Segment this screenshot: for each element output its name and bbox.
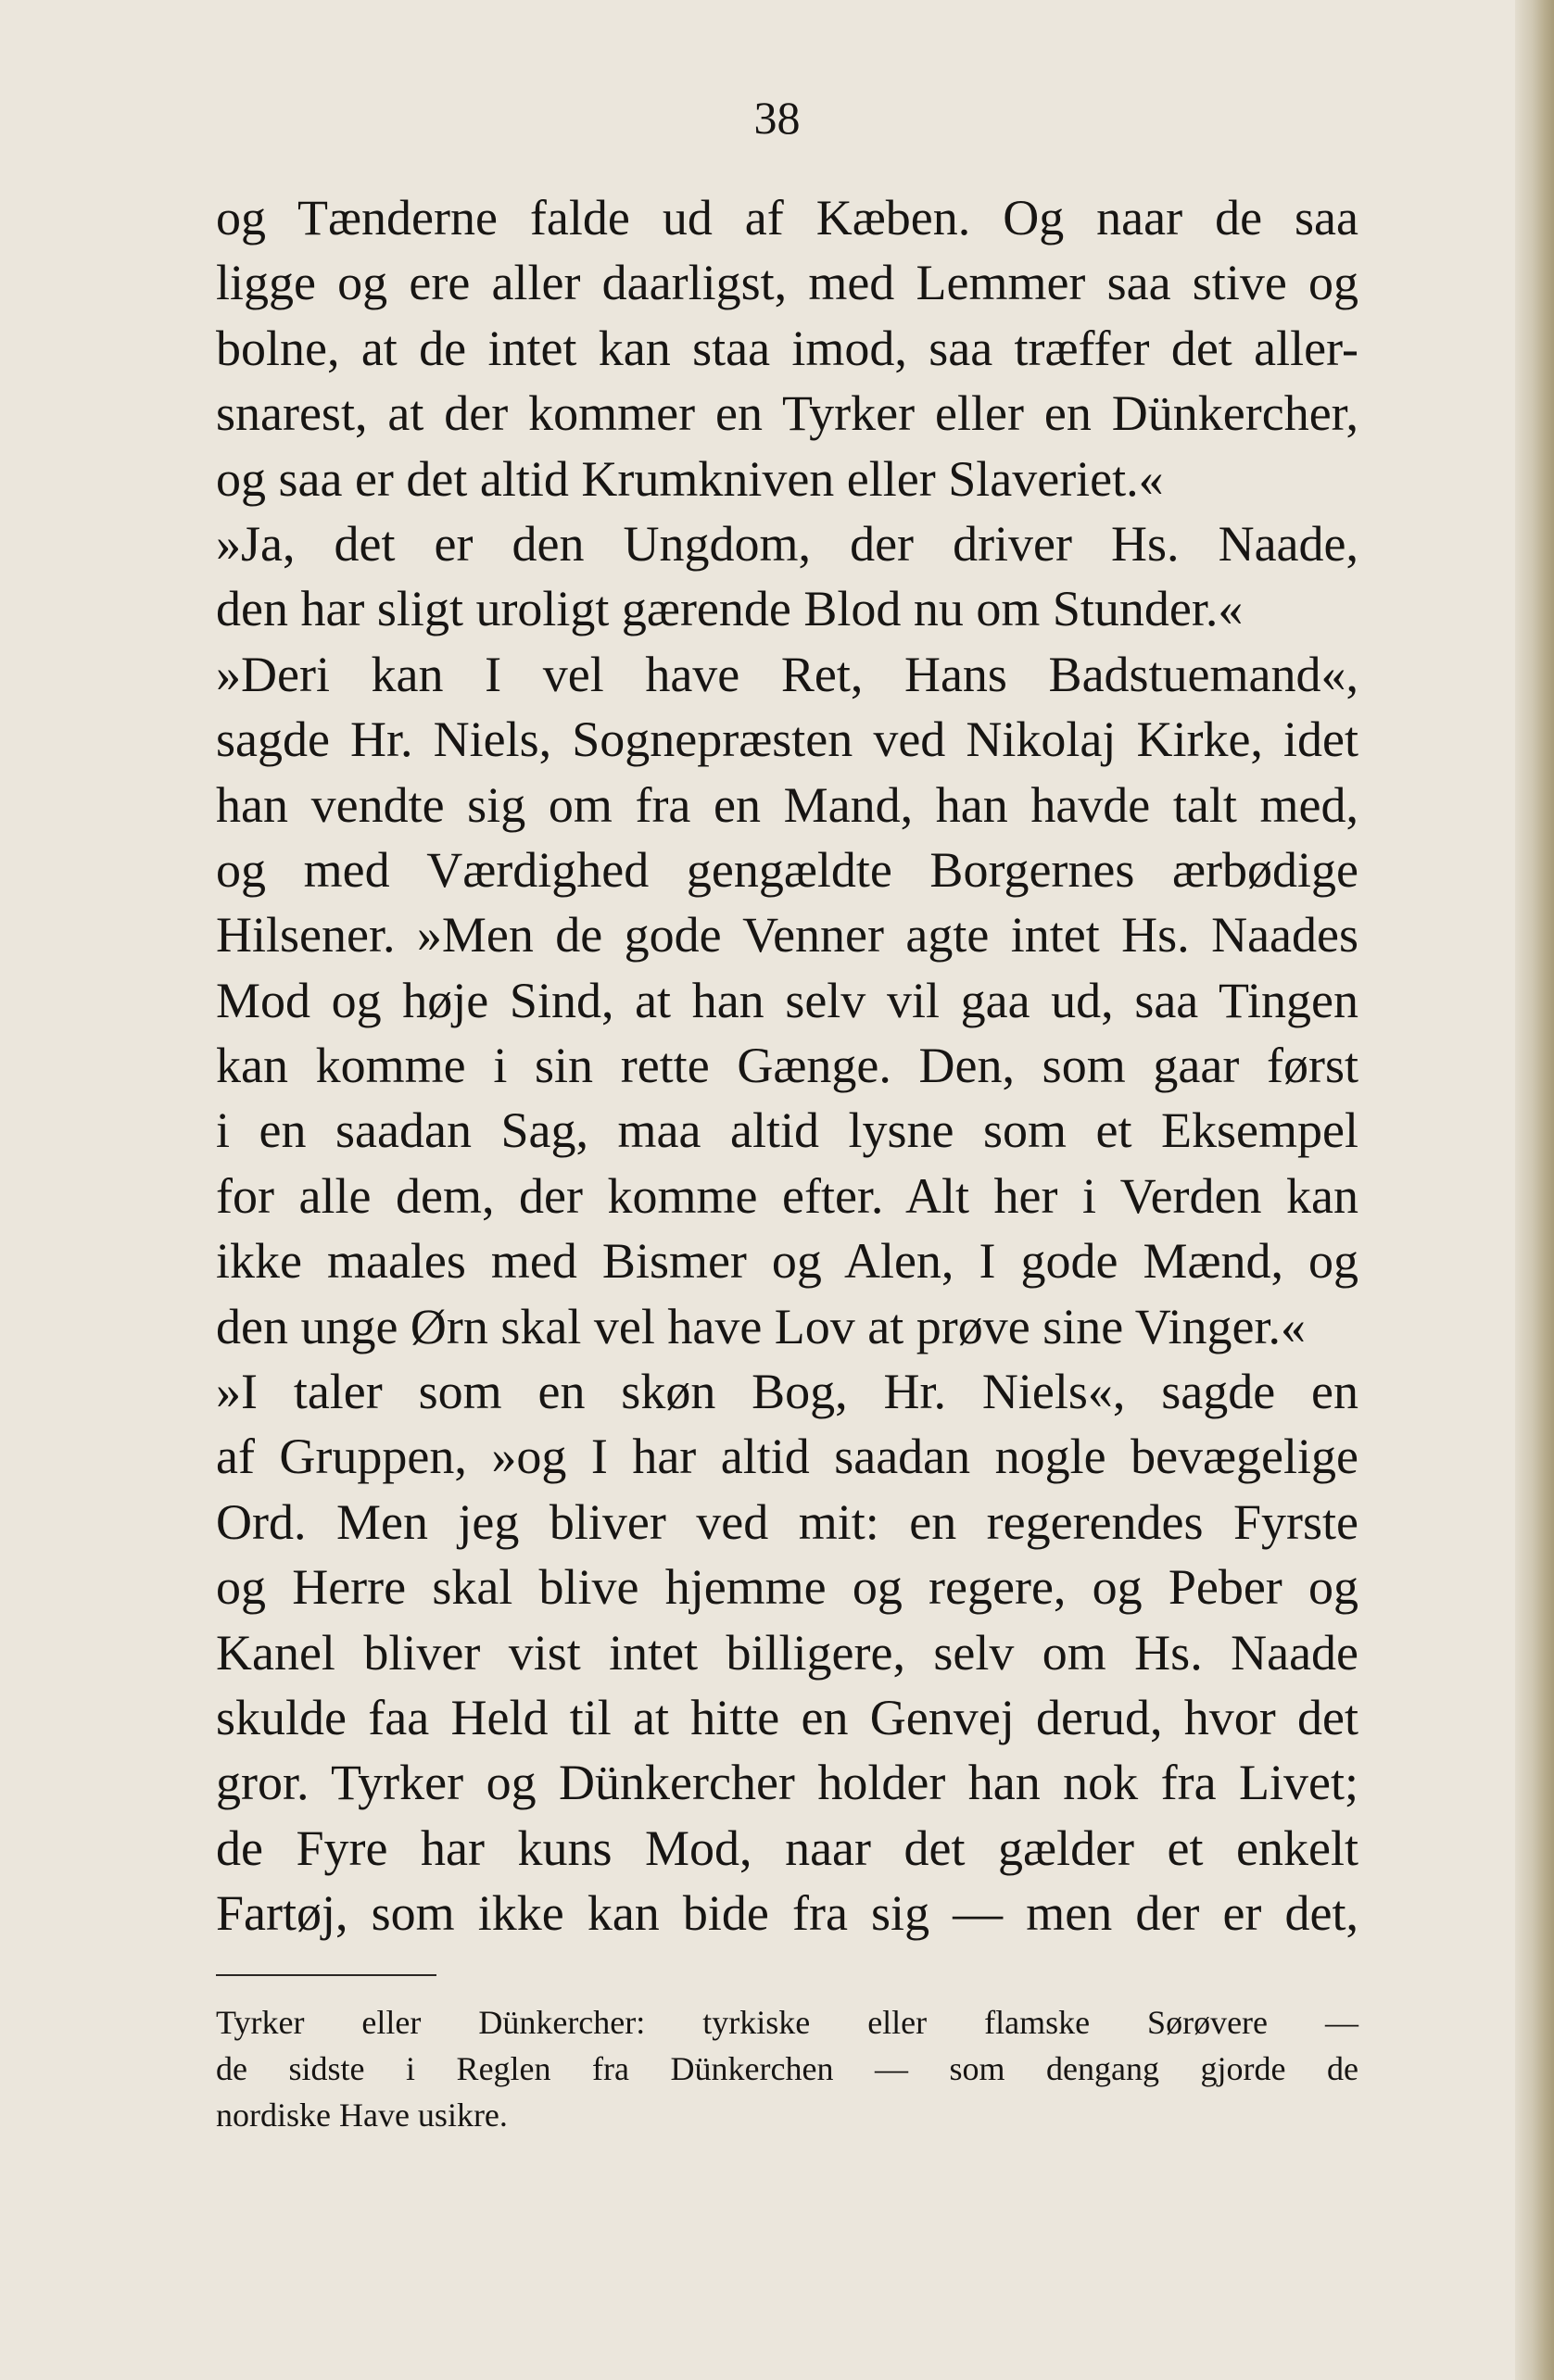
text-line: og med Værdighed gengældte Borgernes ærbødige <box>216 841 1358 898</box>
text-line: og Tænderne falde ud af Kæben. Og naar de saa <box>216 190 1358 246</box>
text-line: bolne, at de intet kan staa imod, saa træffer det aller- <box>216 320 1358 376</box>
text-line: ikke maales med Bismer og Alen, I gode Mænd, og <box>216 1233 1358 1290</box>
text-line: de Fyre har kuns Mod, naar det gælder et enkelt <box>216 1820 1358 1876</box>
text-line: kan komme i sin rette Gænge. Den, som gaar først <box>216 1038 1358 1094</box>
page-edge-shadow <box>1515 0 1554 2380</box>
text-line: snarest, at der kommer en Tyrker eller en Dünkercher, <box>216 385 1358 442</box>
text-line: han vendte sig om fra en Mand, han havde talt med, <box>216 776 1358 833</box>
text-line: Hilsener. »Men de gode Venner agte intet Hs. Naades <box>216 907 1358 963</box>
text-line: i en saadan Sag, maa altid lysne som et Eksempel <box>216 1102 1358 1159</box>
text-line: den unge Ørn skal vel have Lov at prøve sine Vinger.« <box>216 1298 1306 1354</box>
footnote-line: Tyrker eller Dünkercher: tyrkiske eller flamske Sørøvere — <box>216 2004 1358 2041</box>
page-number: 38 <box>753 92 801 144</box>
footnote-line: nordiske Have usikre. <box>216 2097 508 2134</box>
text-line: skulde faa Held til at hitte en Genvej derud, hvor det <box>216 1689 1358 1745</box>
text-line: for alle dem, der komme efter. Alt her i Verden kan <box>216 1167 1358 1224</box>
text-line: »Ja, det er den Ungdom, der driver Hs. Naade, <box>216 515 1358 572</box>
text-line: Ord. Men jeg bliver ved mit: en regerendes Fyrste <box>216 1493 1358 1550</box>
text-line: og Herre skal blive hjemme og regere, og Peber og <box>216 1559 1358 1616</box>
text-line: ligge og ere aller daarligst, med Lemmer saa stive og <box>216 255 1358 311</box>
text-line: »Deri kan I vel have Ret, Hans Badstuemand«, <box>216 646 1358 702</box>
text-line: gror. Tyrker og Dünkercher holder han nok fra Livet; <box>216 1755 1358 1811</box>
footnote-line: de sidste i Reglen fra Dünkerchen — som dengang gjorde de <box>216 2050 1358 2087</box>
text-line: Kanel bliver vist intet billigere, selv om Hs. Naade <box>216 1624 1358 1681</box>
text-line: den har sligt uroligt gærende Blod nu om Stunder.« <box>216 581 1244 637</box>
footnote <box>216 1999 1358 2138</box>
footnote-divider <box>216 1974 436 1976</box>
text-line: »I taler som en skøn Bog, Hr. Niels«, sagde en <box>216 1364 1358 1420</box>
body-text <box>216 185 1358 1946</box>
text-line: Mod og høje Sind, at han selv vil gaa ud, saa Tingen <box>216 972 1358 1028</box>
text-line: Fartøj, som ikke kan bide fra sig — men der er det, <box>216 1885 1358 1942</box>
text-line: sagde Hr. Niels, Sognepræsten ved Nikolaj Kirke, idet <box>216 711 1358 768</box>
text-line: og saa er det altid Krumkniven eller Slaveriet.« <box>216 450 1164 507</box>
text-line: af Gruppen, »og I har altid saadan nogle bevægelige <box>216 1429 1358 1485</box>
